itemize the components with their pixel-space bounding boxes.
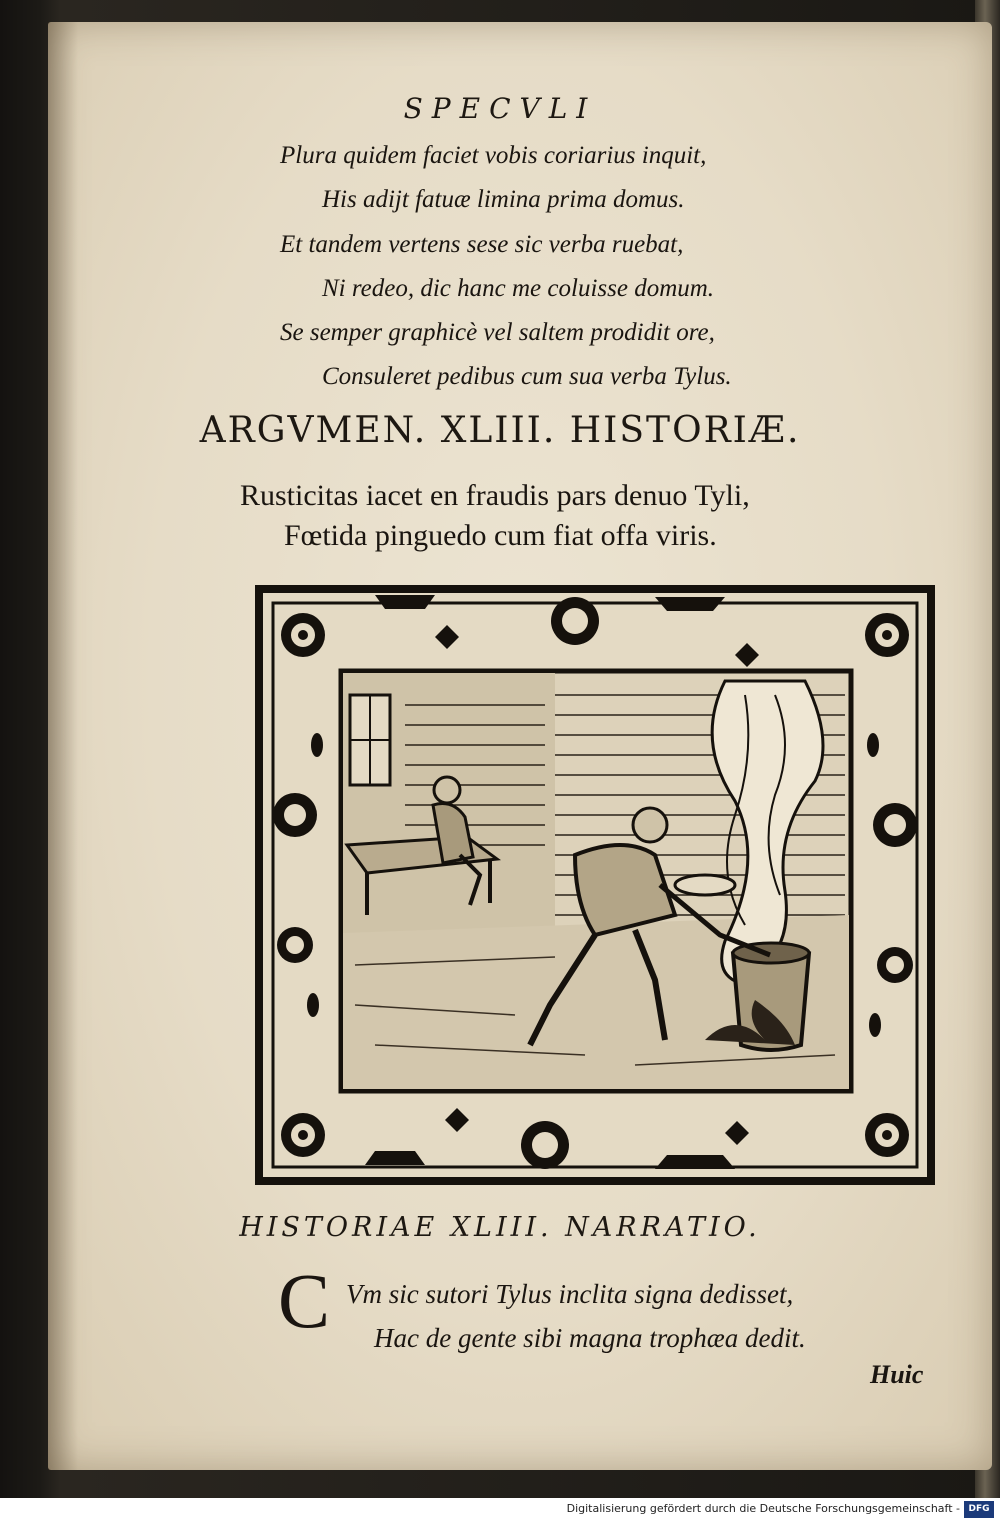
verse-line: Plura quidem faciet vobis coriarius inquit, bbox=[280, 142, 707, 169]
running-head: SPECVLI bbox=[403, 92, 597, 125]
drop-cap: C bbox=[278, 1257, 331, 1344]
argument-line: Fœtida pinguedo cum fiat offa viris. bbox=[284, 519, 717, 552]
woodcut-illustration-icon bbox=[255, 585, 935, 1185]
argument-verse bbox=[240, 476, 940, 556]
verse-line: Se semper graphicè vel saltem prodidit ore, bbox=[280, 319, 715, 347]
catchword: Huic bbox=[870, 1360, 924, 1389]
verse-block bbox=[280, 134, 900, 400]
verse-line: Ni redeo, dic hanc me coluisse domum. bbox=[322, 274, 715, 302]
dfg-logo-icon[interactable]: DFG bbox=[964, 1501, 994, 1518]
narratio-verse bbox=[346, 1272, 906, 1360]
verse-line: His adijt fatuæ limina prima domus. bbox=[322, 186, 685, 214]
funding-credit: Digitalisierung gefördert durch die Deutsche Forschungsgemeinschaft - bbox=[566, 1502, 960, 1515]
verse-line: Et tandem vertens sese sic verba ruebat, bbox=[280, 230, 684, 258]
narratio-title: HISTORIAE XLIII. NARRATIO. bbox=[239, 1212, 761, 1243]
verse-line: Consuleret pedibus cum sua verba Tylus. bbox=[322, 363, 732, 391]
argument-title: ARGVMEN. XLIII. HISTORIÆ. bbox=[199, 410, 801, 451]
footer-bar bbox=[0, 1498, 1000, 1520]
argument-line: Rusticitas iacet en fraudis pars denuo Tyli, bbox=[240, 479, 750, 512]
narratio-line: Vm sic sutori Tylus inclita signa dedisset, bbox=[346, 1279, 794, 1309]
narratio-line: Hac de gente sibi magna trophæa dedit. bbox=[374, 1323, 806, 1353]
